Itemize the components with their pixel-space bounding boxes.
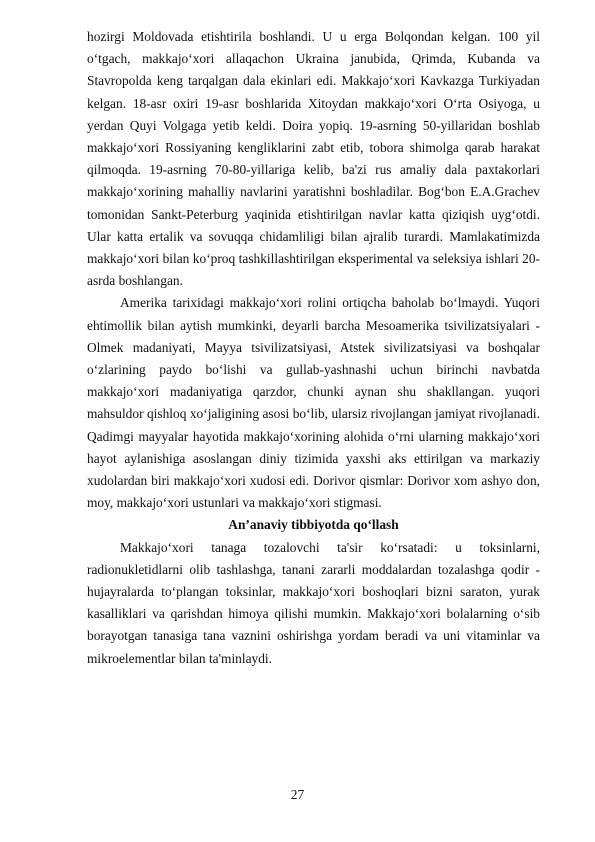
paragraph-traditional-medicine: Makkajo‘xori tanaga tozalovchi ta'sir ko‘rsatadi: u toksinlarni, radionukletidlarni olib tashlashga, tanani zararli moddalardan tozalashga qodir - hujayralarda to‘plangan toksinlar, makkajo‘xori boshoqlari bizni saraton, yurak kasalliklari va qarishdan himoya qilishi mumkin. Makkajo‘xori bolalarning o‘sib borayotgan tanasiga tana vaznini oshirishga yordam beradi va uni vitaminlar va mikroelementlar bilan ta'minlaydi. xyxy=(87,539,540,666)
page-number: 27 xyxy=(290,787,305,802)
document-page xyxy=(87,26,540,670)
paragraph-maize-spread: hozirgi Moldovada etishtirila boshlandi. U u erga Bolqondan kelgan. 100 yil o‘tgach, makkajo‘xori allaqachon Ukraina janubida, Qrimda, Kubanda va Stavropolda keng tarqalgan dala ekinlari edi. Makkajo‘xori Kavkazga Turkiyadan kelgan. 18-asr oxiri 19-asr boshlarida Xitoydan makkajo‘xori O‘rta Osiyoga, u yerdan Quyi Volgaga yetib keldi. Doira yopiq. 19-asrning 50-yillaridan boshlab makkajo‘xori Rossiyaning kengliklarini zabt etib, tobora shimolga qarab harakat qilmoqda. 19-asrning 70-80-yillariga kelib, ba'zi rus amaliy dala paxtakorlari makkajo‘xorining mahalliy navlarini yaratishni boshladilar. Bog‘bon E.A.Grachev tomonidan Sankt-Peterburg yaqinida etishtirilgan navlar katta qiziqish uyg‘otdi. Ular katta ertalik va sovuqqa chidamliligi bilan ajralib turardi. Mamlakatimizda makkajo‘xori bilan ko‘proq tashkillashtirilgan eksperimental va seleksiya ishlari 20-asrda boshlangan. xyxy=(87,29,540,289)
section-heading: An’anaviy tibbiyotda qo‘llash xyxy=(228,517,399,533)
paragraph-maize-america: Amerika tarixidagi makkajo‘xori rolini ortiqcha baholab bo‘lmaydi. Yuqori ehtimollik bilan aytish mumkinki, deyarli barcha Mesoamerika tsivilizatsiyalari - Olmek madaniyati, Mayya tsivilizatsiyasi, Atstek sivilizatsiyasi va boshqalar o‘zlarining paydo bo‘lishi va gullab-yashnashi uchun birinchi navbatda makkajo‘xori madaniyatiga qarzdor, chunki aynan shu shakllangan. yuqori mahsuldor qishloq xo‘jaligining asosi bo‘lib, ularsiz rivojlangan jamiyat rivojlanadi. Qadimgi mayyalar hayotida makkajo‘xorining alohida o‘rni ularning makkajo‘xori hayot aylanishiga asoslangan diniy tizimida yaxshi aks ettirilgan va markaziy xudolardan biri makkajo‘xori xudosi edi. Dorivor qismlar: Dorivor xom ashyo don, moy, makkajo‘xori ustunlari va makkajo‘xori stigmasi. xyxy=(87,295,540,511)
